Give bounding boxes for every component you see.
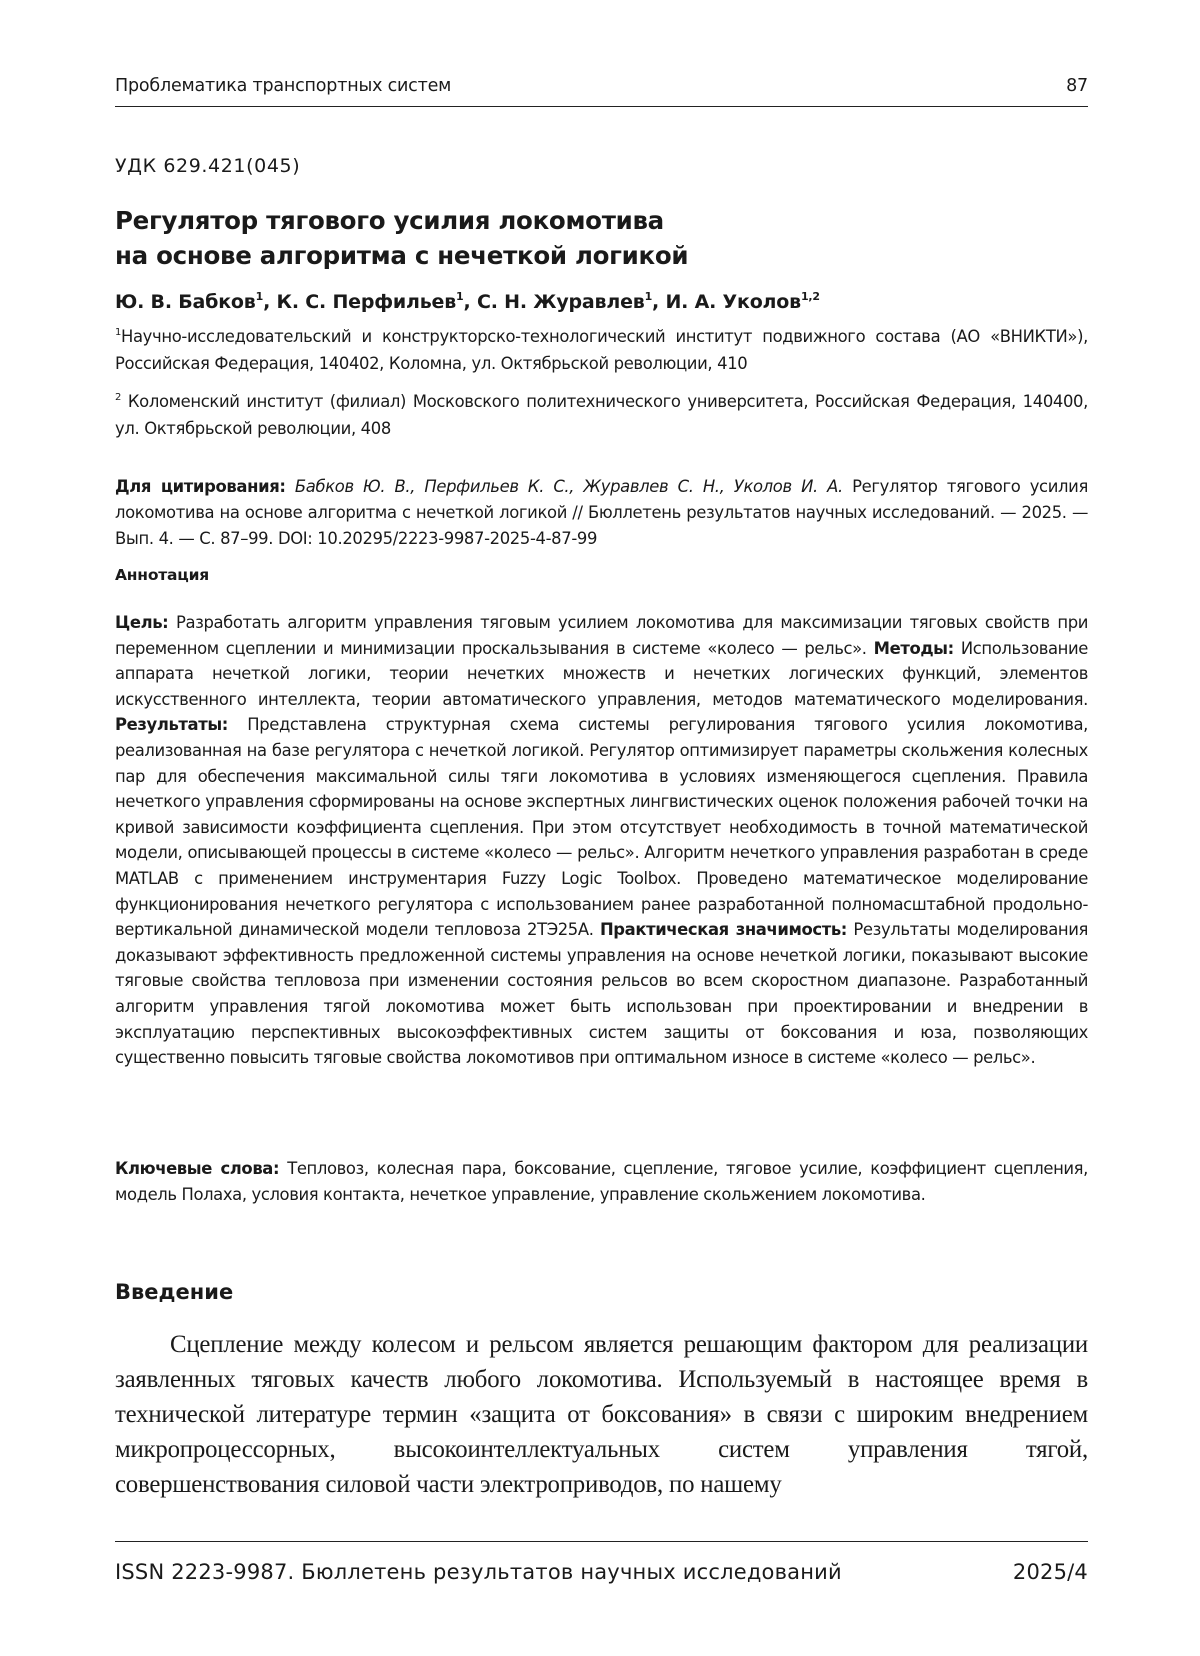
article-page	[115, 0, 1088, 1656]
author-affil-mark: 1	[255, 290, 264, 303]
citation-authors: Бабков Ю. В., Перфильев К. С., Журавлев С. Н., Уколов И. А.	[294, 477, 843, 496]
running-header	[115, 76, 1088, 96]
header-rule	[115, 106, 1088, 107]
citation-block	[115, 474, 1088, 552]
issue-number: 2025/4	[1012, 1560, 1088, 1584]
author-name: С. Н. Журавлев	[476, 291, 645, 313]
keywords-label: Ключевые слова:	[115, 1159, 280, 1178]
significance-text: Результаты моделирования доказывают эффективность предложенной системы управления на основе нечеткой логики, показывают высокие тяговые свойства тепловоза при изменении состояния рельсов во всем скоростном диапазоне. Разработанный алгоритм управления тягой локомотива может быть использован при проектировании и внедрении в эксплуатацию перспективных высокоэффективных систем защиты от боксования и юза, позволяющих существенно повысить тяговые свойства локомотивов при оптимальном износе в системе «колесо — рельс».	[115, 920, 1088, 1068]
keywords-text: Тепловоз, колесная пара, боксование, сцепление, тяговое усилие, коэффициент сцепления, модель Полаха, условия контакта, нечеткое управление, управление скольжением локомотива.	[115, 1159, 1088, 1204]
citation-label: Для цитирования:	[115, 477, 286, 496]
keywords-block	[115, 1156, 1088, 1208]
affiliation-1	[115, 319, 1088, 377]
title-line: Регулятор тягового усилия локомотива	[115, 206, 664, 235]
citation-text: Регулятор тягового усилия локомотива на основе алгоритма с нечеткой логикой // Бюллетень результатов научных исследований. — 2025. — Вып. 4. — С. 87–99. DOI: 10.20295/2223-9987-2025-4-87-99	[115, 477, 1088, 548]
page-number: 87	[1066, 76, 1088, 96]
results-label: Результаты:	[115, 715, 228, 735]
abstract-body	[115, 610, 1088, 1071]
author-list	[115, 290, 820, 313]
author-affil-mark: 1,2	[800, 290, 820, 303]
significance-label: Практическая значимость:	[599, 920, 847, 940]
affiliation-text: Научно-исследовательский и конструкторско-технологический институт подвижного состава (АО «ВНИКТИ»), Российская Федерация, 140402, Коломна, ул. Октябрьской революции, 410	[115, 327, 1088, 373]
author-affil-mark: 1	[644, 290, 653, 303]
footer-rule	[115, 1541, 1088, 1542]
methods-label: Методы:	[873, 638, 954, 658]
goal-label: Цель:	[115, 613, 169, 632]
author-name: Ю. В. Бабков	[115, 291, 256, 313]
affiliation-mark: 2	[115, 392, 122, 403]
intro-paragraph: Сцепление между колесом и рельсом является решающим фактором для реализации заявленных тяговых качеств любого локомотива. Используемый в настоящее время в технической литературе термин «защита от боксования» в связи с широким внедрением микропроцессорных, высокоинтеллектуальных систем управления тягой, совершенствования силовой части электроприводов, по нашему	[115, 1331, 1088, 1498]
affiliation-2	[115, 384, 1088, 442]
section-heading: Введение	[115, 1280, 234, 1304]
author-affil-mark: 1	[456, 290, 464, 303]
author-separator: ,	[652, 291, 666, 313]
results-text: Представлена структурная схема системы регулирования тягового усилия локомотива, реализованная на базе регулятора с нечеткой логикой. Регулятор оптимизирует параметры скольжения колесных пар для обеспечения максимальной силы тяги локомотива в условиях изменяющегося сцепления. Правила нечеткого управления сформированы на основе экспертных лингвистических оценок положения рабочей точки на кривой зависимости коэффициента сцепления. При этом отсутствует необходимость в точной математической модели, описывающей процессы в системе «колесо — рельс». Алгоритм нечеткого управления разработан в среде MATLAB с применением инструментария Fuzzy Logic Toolbox. Проведено математическое моделирование функционирования нечеткого регулятора с использованием ранее разработанной полномасштабной продольно-вертикальной динамической модели тепловоза 2ТЭ25А.	[115, 715, 1088, 940]
journal-issn: ISSN 2223-9987. Бюллетень результатов научных исследований	[115, 1560, 842, 1584]
author-separator: ,	[463, 291, 477, 313]
title-line: на основе алгоритма с нечеткой логикой	[115, 241, 689, 270]
methods-text: Использование аппарата нечеткой логики, теории нечетких множеств и нечетких логических функций, элементов искусственного интеллекта, теории автоматического управления, методов математического моделирования.	[115, 638, 1088, 709]
author-name: И. А. Уколов	[665, 291, 801, 313]
affiliation-text: Коломенский институт (филиал) Московского политехнического университета, Российская Федерация, 140400, ул. Октябрьской революции, 408	[115, 392, 1088, 438]
affiliation-mark: 1	[115, 327, 122, 338]
journal-section: Проблематика транспортных систем	[115, 76, 452, 96]
article-title	[115, 203, 1088, 273]
goal-text: Разработать алгоритм управления тяговым усилием локомотива для максимизации тяговых свойств при переменном сцеплении и минимизации проскальзывания в системе «колесо — рельс».	[115, 613, 1088, 658]
author-separator: ,	[263, 291, 277, 313]
abstract-heading: Аннотация	[115, 566, 210, 584]
running-footer	[115, 1560, 1088, 1584]
author-name: К. С. Перфильев	[276, 291, 457, 313]
udk-code: УДК 629.421(045)	[115, 155, 301, 177]
